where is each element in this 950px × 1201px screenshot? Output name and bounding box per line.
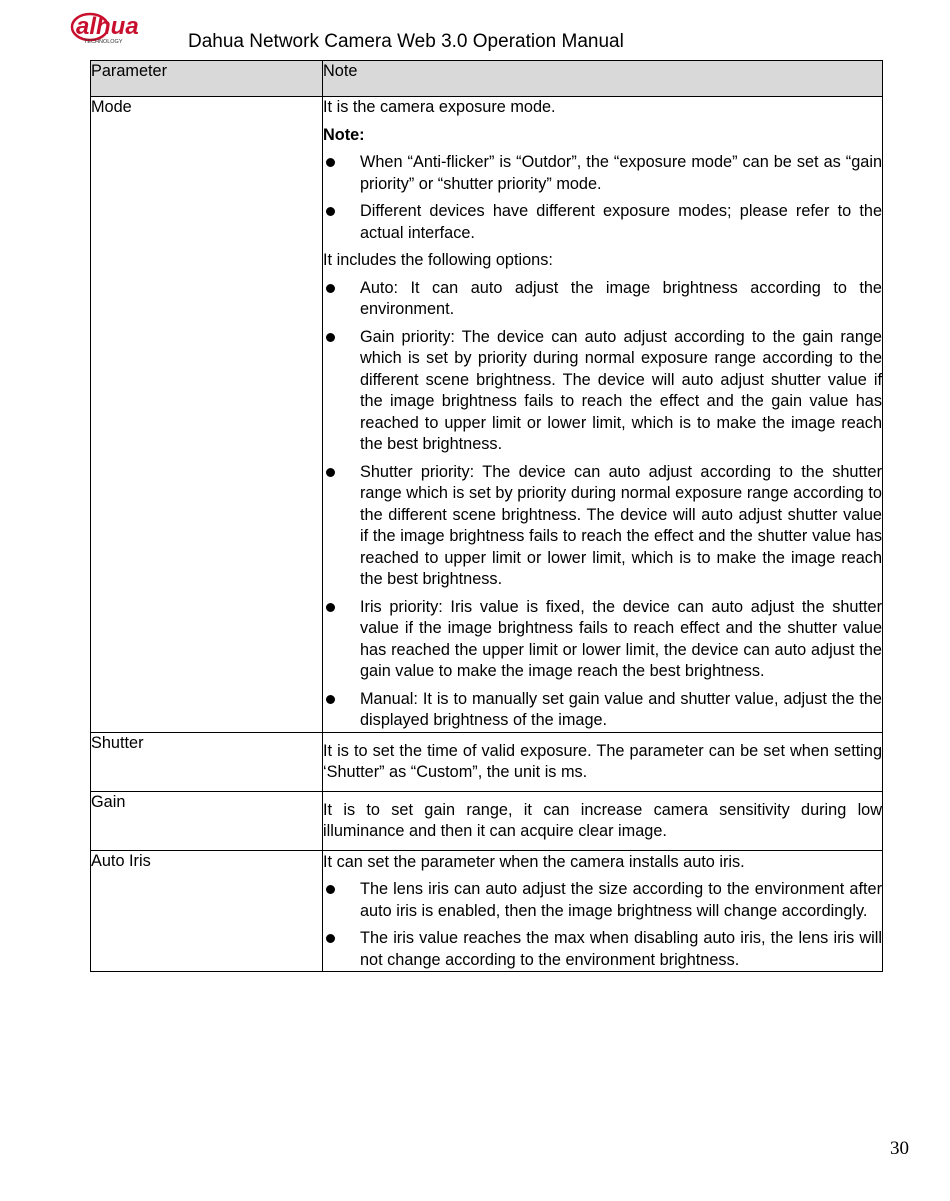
- page-number: 30: [890, 1138, 909, 1159]
- note-auto-iris: [323, 850, 883, 972]
- param-gain: Gain: [91, 791, 323, 850]
- list-item: The iris value reaches the max when disabling auto iris, the lens iris will not change according to the environment brightness.: [323, 928, 882, 971]
- dahua-logo-graphic: [70, 10, 180, 46]
- list-item: Shutter priority: The device can auto adjust according to the shutter range which is set by priority during normal exposure range according to the different scene brightness. The device will auto adjust shutter value if the image brightness fails to reach the effect and the shutter value has reached to upper limit or lower limit, which is to make the image reach the best brightness.: [323, 462, 882, 591]
- list-item: The lens iris can auto adjust the size according to the environment after auto iris is enabled, then the image brightness will change accordingly.: [323, 879, 882, 922]
- list-item: Auto: It can auto adjust the image brightness according to the environment.: [323, 278, 882, 321]
- mode-intro: It is the camera exposure mode.: [323, 98, 556, 116]
- mode-note-list: [323, 152, 882, 244]
- auto-iris-intro: It can set the parameter when the camera installs auto iris.: [323, 852, 745, 871]
- list-item: Iris priority: Iris value is fixed, the device can auto adjust the shutter value if the image brightness fails to reach effect and the shutter value has reached the upper limit or lower limit, the device can auto adjust the gain value to make the image reach the best brightness.: [323, 597, 882, 683]
- note-gain: It is to set gain range, it can increase camera sensitivity during low illuminance and then it can acquire clear image.: [323, 791, 883, 850]
- parameter-table: [90, 60, 883, 972]
- list-item: Different devices have different exposure modes; please refer to the actual interface.: [323, 201, 882, 244]
- document-title: Dahua Network Camera Web 3.0 Operation Manual: [188, 31, 624, 52]
- list-item: Manual: It is to manually set gain value and shutter value, adjust the the displayed brightness of the image.: [323, 689, 882, 732]
- mode-note-label: Note:: [323, 125, 365, 144]
- table-row-mode: [91, 97, 883, 733]
- param-mode: Mode: [91, 97, 323, 733]
- column-header-note: Note: [323, 61, 883, 97]
- logo-wordmark: alhua: [76, 13, 139, 40]
- dahua-logo: [70, 10, 180, 46]
- logo-subtext: TECHNOLOGY: [84, 39, 123, 45]
- note-shutter: It is to set the time of valid exposure. The parameter can be set when setting ‘Shutter” as “Custom”, the unit is ms.: [323, 732, 883, 791]
- list-item: When “Anti-flicker” is “Outdor”, the “exposure mode” can be set as “gain priority” or “shutter priority” mode.: [323, 152, 882, 195]
- param-auto-iris: Auto Iris: [91, 850, 323, 972]
- column-header-parameter: Parameter: [91, 61, 323, 97]
- list-item: Gain priority: The device can auto adjust according to the gain range which is set by priority during normal exposure range according to the different scene brightness. The device will auto adjust shutter value if the image brightness fails to reach the effect and the gain value has reached to upper limit or lower limit, which is to make the image reach the best brightness.: [323, 327, 882, 456]
- mode-options-intro: It includes the following options:: [323, 251, 553, 269]
- mode-options-list: [323, 278, 882, 732]
- auto-iris-list: [323, 879, 882, 971]
- table-header-row: [91, 61, 883, 97]
- table-row-gain: [91, 791, 883, 850]
- table-row-auto-iris: [91, 850, 883, 972]
- param-shutter: Shutter: [91, 732, 323, 791]
- table-row-shutter: [91, 732, 883, 791]
- note-mode: [323, 97, 883, 733]
